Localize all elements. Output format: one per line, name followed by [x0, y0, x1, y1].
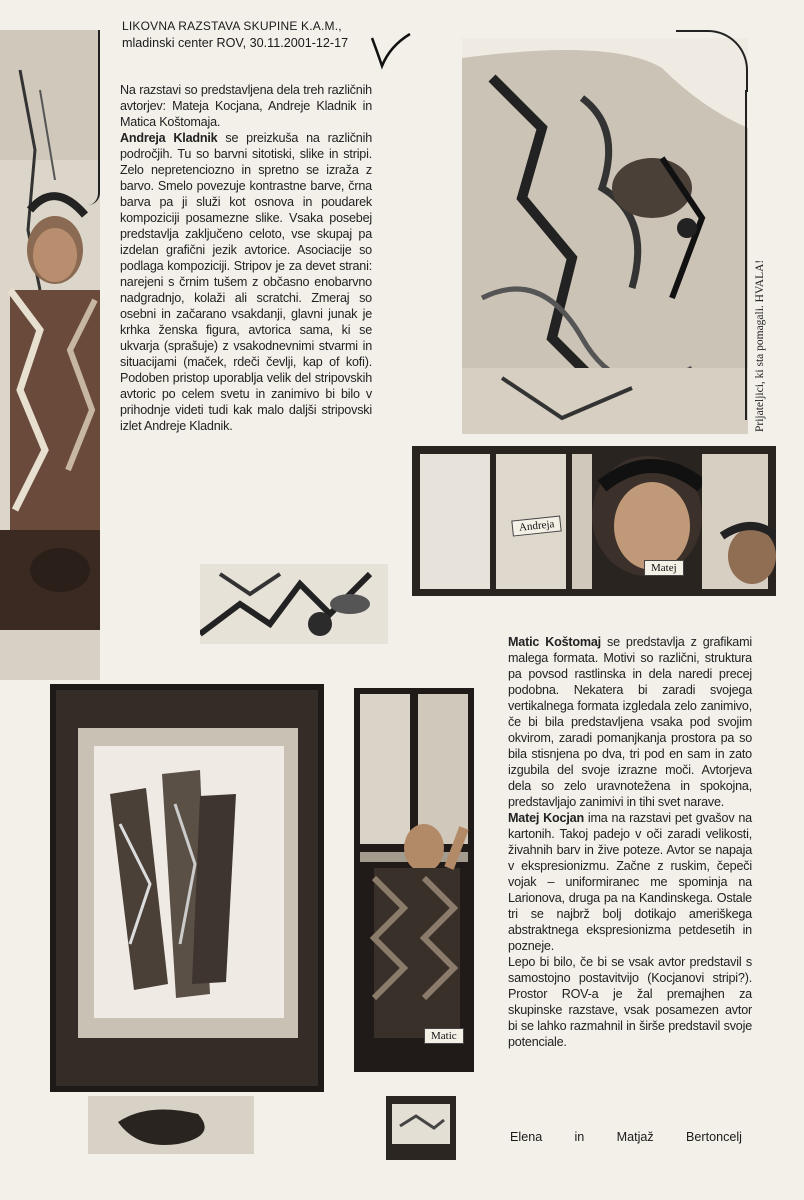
bracket-left	[88, 30, 100, 205]
author-signature	[510, 1130, 742, 1144]
matic-name: Matic Koštomaj	[508, 635, 601, 649]
closing-paragraph: Lepo bi bilo, če bi se vsak avtor predstavil s samostojno postavitvijo (Kocjanovi stripi?). Prostor ROV-a je žal premajhen za skupinske razstave, vsak posamezen avtor bi se lahko razmahnil in širše predstavil svoje potenciale.	[508, 955, 752, 1049]
matic-paragraph	[508, 634, 752, 810]
signature-surname: Bertoncelj	[685, 1130, 742, 1144]
bracket-right-vertical	[745, 90, 747, 420]
checkmark-icon	[368, 26, 418, 76]
andreja-paragraph	[120, 130, 372, 434]
photo-andreja-matej	[412, 446, 776, 596]
article-column-1	[120, 82, 372, 434]
intro-paragraph: Na razstavi so predstavljena dela treh različnih avtorjev: Mateja Kocjana, Andreje Kladnik in Matica Koštomaja.	[120, 83, 372, 129]
exhibition-header	[122, 19, 374, 52]
signature-conj: in	[574, 1130, 585, 1144]
photo-matic	[354, 688, 474, 1072]
photo-artwork-top	[462, 38, 748, 434]
header-title: LIKOVNA RAZSTAVA SKUPINE K.A.M.,	[122, 19, 342, 33]
signature-second: Matjaž	[616, 1130, 654, 1144]
photo-andreja-portrait	[0, 30, 100, 680]
photo-small-bottom-left	[88, 1096, 254, 1154]
photo-framed-prints	[50, 684, 324, 1092]
caption-matic: Matic	[424, 1028, 464, 1044]
thanks-vertical-note: Prijateljici, ki sta pomagali. HVALA!	[754, 259, 766, 432]
header-venue-date: mladinski center ROV, 30.11.2001-12-17	[122, 36, 349, 50]
signature-first: Elena	[510, 1130, 543, 1144]
matej-text: ima na razstavi pet gvašov na kartonih. Takoj padejo v oči zaradi velikosti, živahnih barv in žive poteze. Avtor se napaja v ekspresionizmu. Začne z ruskim, čepeči vojak – uniformiranec me spominja na Larionova, druga pa na Kandinskega. Ostale tri se najbrž bolj dotikajo ameriškega abstraktnega ekspresionizma petdesetih in pozneje.	[508, 811, 752, 953]
caption-andreja: Andreja	[511, 515, 562, 536]
photo-small-bottom-center	[386, 1096, 456, 1160]
matic-text: se predstavlja z grafikami malega formata. Motivi so različni, struktura pa povsod rastlinska in dela naredi precej podobna. Nekatera bi zaradi svojega vertikalnega formata izgledala zelo zanimivo, če bi bila predstavljena vsaka pod svojim okvirom, zaradi pomanjkanja prostora pa so bila stisnjena po dva, tri pod en sam in zato izgubila del svoje izrazne moči. Avtorjeva dela so zelo uravnotežena in spokojna, predstavljajo zanimivi in tihi svet narave.	[508, 635, 752, 809]
article-column-2	[508, 634, 752, 1050]
andreja-name: Andreja Kladnik	[120, 131, 218, 145]
matej-paragraph	[508, 810, 752, 954]
matej-name: Matej Kocjan	[508, 811, 584, 825]
photo-artwork-small	[200, 564, 388, 644]
caption-matej: Matej	[644, 560, 684, 576]
andreja-text: se preizkuša na različnih področjih. Tu so barvni sitotiski, slike in stripi. Zelo nepretenciozno in spretno se izraža z barvo. Smelo povezuje kontrastne barve, črna barva pa ji služi kot osnova in poudarek kompoziciji posamezne slike. Vsaka posebej predstavlja zaključeno celoto, vse skupaj pa izdelan grafični jezik avtorice. Asociacije so podlaga kompoziciji. Stripov je za devet strani: narejeni s črnim tušem z občasno enobarvno nadgradnjo, kolaži ali scratchi. Zmeraj so osebni in začarano vsakdanji, glavni junak je krhka ženska figura, avtorica sama, ki se ukvarja (sprašuje) z vsakodnevnimi stvarmi in situacijami (maček, rdeči čevlji, kap of kofi). Podoben pristop uporablja velik del stripovskih avtoric po celem svetu in zanimivo bi bilo v prihodnje videti tudi kak malo daljši stripovski izlet Andreje Kladnik.	[120, 131, 373, 433]
